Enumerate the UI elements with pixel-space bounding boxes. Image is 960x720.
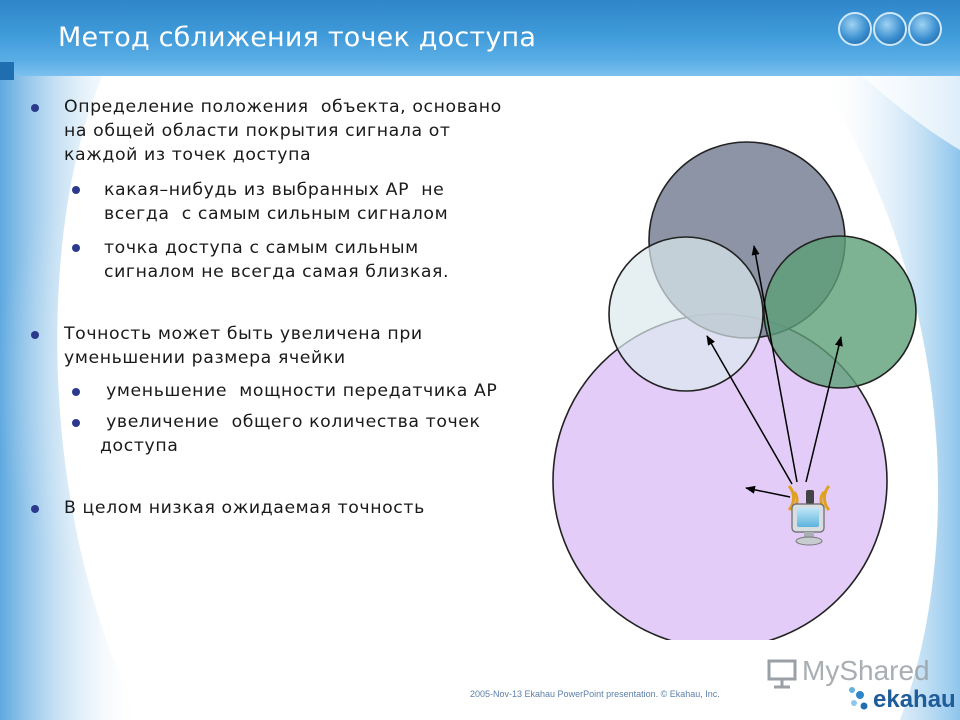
slide-title: Метод сближения точек доступа (58, 22, 537, 53)
watermark-text: MyShared (802, 655, 930, 686)
bullet-dot (31, 331, 39, 339)
bullet-text: точка доступа с самым сильным сигналом не всегда самая близкая. (104, 238, 450, 282)
bullet-text: Точность может быть увеличена при уменьшении размера ячейки (64, 324, 423, 368)
bullet-text: В целом низкая ожидаемая точность (64, 498, 425, 518)
bullet-item (64, 95, 502, 167)
presentation-board-icon (766, 657, 798, 689)
bullet-item (64, 322, 423, 370)
bullet-text: увеличение общего количества точек доступа (100, 412, 481, 456)
person-desk-icon (908, 12, 942, 46)
sub-bullet-item (104, 236, 449, 284)
header-accent (0, 62, 14, 80)
cycle-arrows-icon (873, 12, 907, 46)
sub-bullet-dot (72, 388, 80, 396)
coverage-circle-right (764, 236, 916, 388)
sub-bullet-dot (72, 244, 80, 252)
people-network-icon (838, 12, 872, 46)
bullet-item (64, 496, 425, 520)
bullet-text: какая–нибудь из выбранных AP не всегда с самым сильным сигналом (104, 180, 449, 224)
bullet-dot (31, 104, 39, 112)
sub-bullet-item (100, 410, 481, 458)
sub-bullet-item (104, 178, 448, 226)
bullet-text: уменьшение мощности передатчика AP (100, 381, 498, 401)
footer-text: 2005-Nov-13 Ekahau PowerPoint presentation. © Ekahau, Inc. (470, 689, 720, 699)
brand-dots-icon (846, 684, 872, 714)
bullet-text: Определение положения объекта, основано на общей области покрытия сигнала от каждой из точек доступа (64, 97, 502, 165)
coverage-diagram (540, 120, 940, 640)
sub-bullet-dot (72, 186, 80, 194)
coverage-circle-left (609, 237, 763, 391)
sub-bullet-item (100, 379, 497, 403)
logo-group (838, 12, 944, 52)
brand-logo-text: ekahau (873, 686, 956, 713)
bullet-dot (31, 505, 39, 513)
sub-bullet-dot (72, 419, 80, 427)
